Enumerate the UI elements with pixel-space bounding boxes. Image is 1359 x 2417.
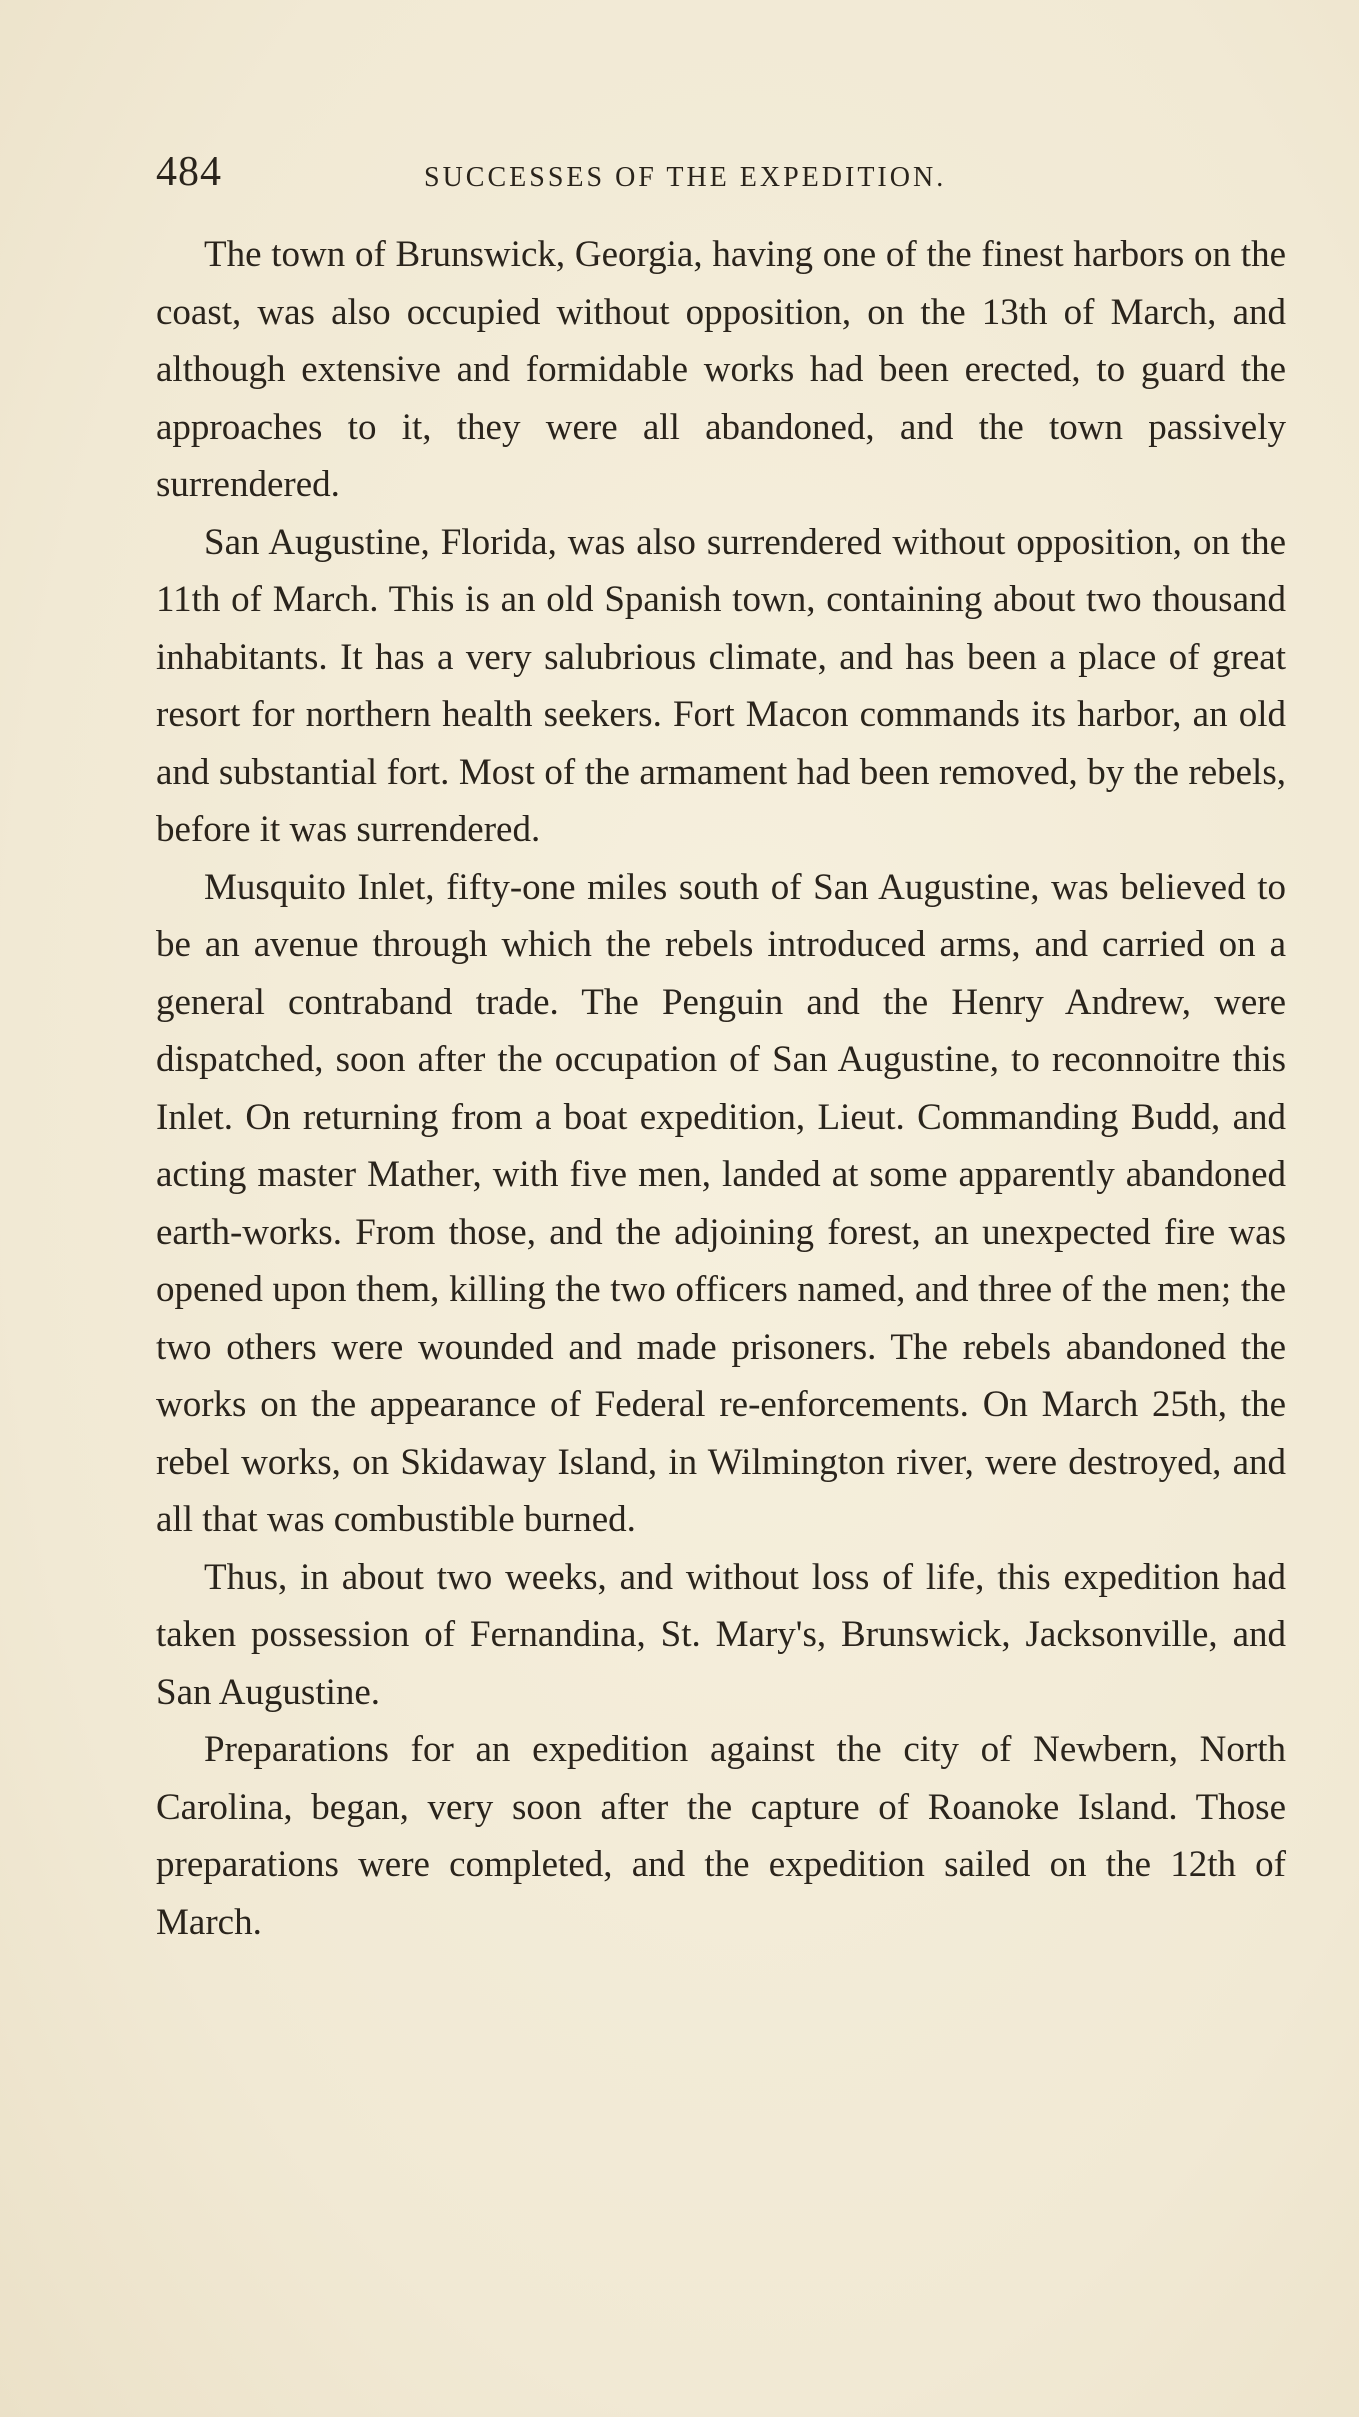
paragraph-musquito-inlet: Musquito Inlet, fifty-one miles south of San Augustine, was believed to be an avenue through which the rebels introduced arms, and carried on a general contraband trade. The Penguin and the Henry Andrew, were dispatched, soon after the occupation of San Augustine, to reconnoitre this Inlet. On returning from a boat expedition, Lieut. Commanding Budd, and acting master Mather, with five men, landed at some apparently abandoned earth-works. From those, and the adjoining forest, an unexpected fire was opened upon them, killing the two officers named, and three of the men; the two others were wounded and made prisoners. The rebels abandoned the works on the appearance of Federal re-enforcements. On March 25th, the rebel works, on Skidaway Island, in Wilmington river, were destroyed, and all that was combustible burned. [156, 866, 1286, 1540]
paragraph-brunswick: The town of Brunswick, Georgia, having one of the finest harbors on the coast, was also occupied without opposition, on the 13th of March, and although extensive and formidable works had been erected, to guard the approaches to it, they were all abandoned, and the town passively surrendered. [156, 234, 1286, 505]
page-header [156, 148, 1286, 208]
body-text [156, 226, 1286, 1951]
running-title: SUCCESSES OF THE EXPEDITION. [424, 162, 947, 193]
paragraph-newbern: Preparations for an expedition against the city of Newbern, North Carolina, began, very soon after the capture of Roanoke Island. Those preparations were completed, and the expedition sailed on the 12th of March. [156, 1729, 1286, 1943]
paragraph-summary: Thus, in about two weeks, and without loss of life, this expedition had taken possession of Fernandina, St. Mary's, Brunswick, Jacksonville, and San Augustine. [156, 1556, 1286, 1713]
paragraph-san-augustine: San Augustine, Florida, was also surrendered without opposition, on the 11th of March. This is an old Spanish town, containing about two thousand inhabitants. It has a very salubrious climate, and has been a place of great resort for northern health seekers. Fort Macon commands its harbor, an old and substantial fort. Most of the armament had been removed, by the rebels, before it was surrendered. [156, 521, 1286, 850]
page-number: 484 [156, 149, 222, 195]
